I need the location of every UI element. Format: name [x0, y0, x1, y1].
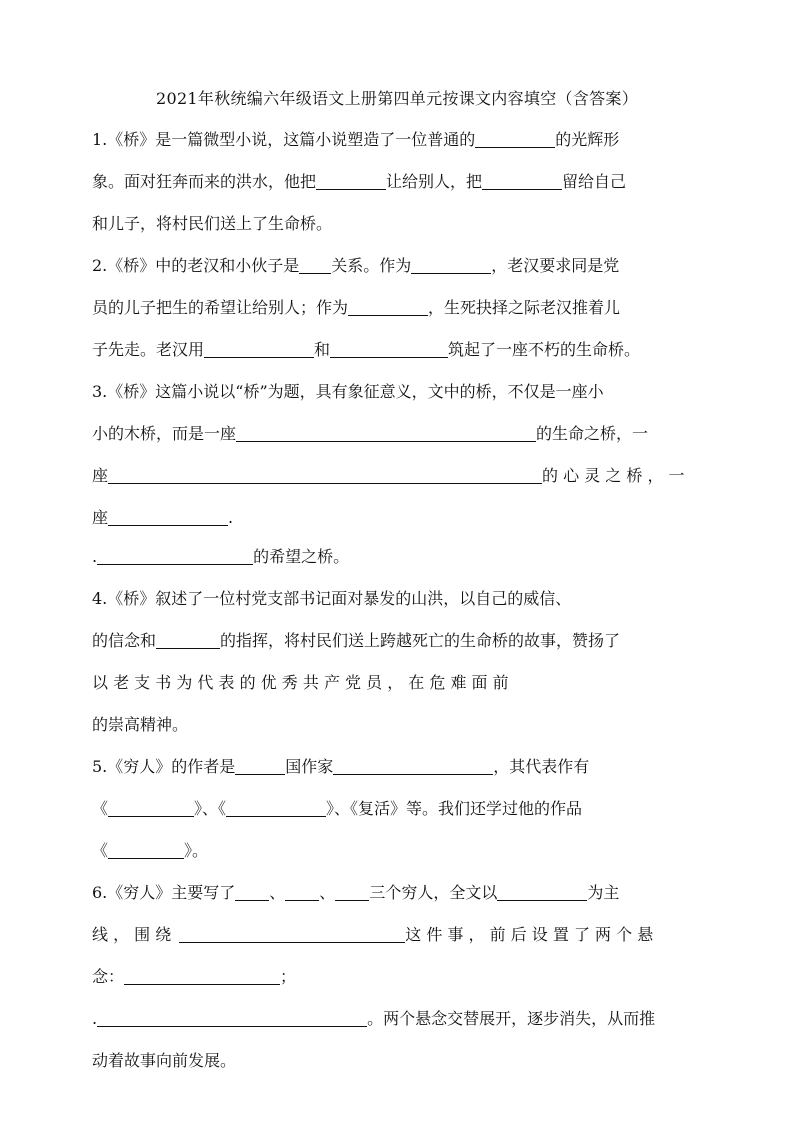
text: 动着故事向前发展。	[92, 1051, 237, 1070]
text: 这 件 事 ， 前 后 设 置 了 两 个 悬	[405, 925, 654, 944]
q6-line4	[92, 1007, 655, 1031]
q5-line1	[92, 755, 589, 779]
q2-line1	[92, 254, 619, 278]
text: ；	[280, 967, 297, 986]
blank[interactable]	[475, 129, 555, 148]
blank[interactable]	[497, 882, 587, 901]
blank[interactable]	[97, 1008, 367, 1027]
text: 子先走。老汉用	[92, 340, 205, 359]
blank[interactable]	[235, 756, 285, 775]
blank[interactable]	[97, 546, 253, 565]
blank[interactable]	[335, 882, 369, 901]
blank[interactable]	[179, 924, 405, 943]
text: 三个穷人，全文以	[369, 883, 498, 902]
q6-line5	[92, 1049, 236, 1073]
q2-line3	[92, 338, 640, 362]
text: 的信念和	[92, 631, 157, 650]
q6-line1	[92, 881, 619, 905]
text: 的生命之桥，一	[536, 424, 649, 443]
text: 、	[319, 883, 336, 902]
text: 的指挥，将村民们送上跨越死亡的生命桥的故事，赞扬了	[220, 631, 621, 650]
text: 以 老 支 书 为 代 表 的 优 秀 共 产 党 员 ， 在 危 难 面 前	[92, 673, 509, 692]
text: 念：	[92, 967, 125, 986]
blank[interactable]	[226, 798, 326, 817]
blank[interactable]	[333, 756, 493, 775]
q5-line3	[92, 839, 208, 863]
blank[interactable]	[108, 840, 184, 859]
text: 筑起了一座不朽的生命桥。	[448, 340, 641, 359]
text: 6.《穷人》主要写了	[92, 883, 236, 902]
text: 座	[92, 508, 109, 527]
q6-line2	[92, 923, 653, 947]
q4-line4	[92, 713, 188, 737]
blank[interactable]	[411, 255, 491, 274]
text: 的光辉形	[555, 130, 620, 149]
text: 《	[92, 841, 109, 860]
q4-line1	[92, 587, 571, 611]
q4-line3	[92, 671, 509, 695]
q3-line3	[92, 464, 685, 488]
text: ，其代表作有	[493, 757, 590, 776]
text: 为主	[587, 883, 620, 902]
text: 、	[269, 883, 286, 902]
text: 国作家	[285, 757, 334, 776]
q6-line3	[92, 965, 296, 989]
text: 2.《桥》中的老汉和小伙子是	[92, 256, 300, 275]
blank[interactable]	[108, 465, 542, 484]
text: .	[228, 508, 234, 527]
text: 员的儿子把生的希望让给别人；作为	[92, 298, 349, 317]
q3-line2	[92, 422, 648, 446]
text: 3.《桥》这篇小说以“桥”为题，具有象征意义，文中的桥，不仅是一座小	[92, 382, 604, 401]
text: ，生死抉择之际老汉推着儿	[428, 298, 621, 317]
text: 线 ， 围 绕	[92, 925, 172, 944]
text: 1.《桥》是一篇微型小说，这篇小说塑造了一位普通的	[92, 130, 476, 149]
text: 。两个悬念交替展开，逐步消失，从而推	[367, 1009, 656, 1028]
text: 的崇高精神。	[92, 715, 189, 734]
q3-line1	[92, 380, 604, 404]
blank[interactable]	[285, 882, 319, 901]
text: 5.《穷人》的作者是	[92, 757, 236, 776]
blank[interactable]	[299, 255, 331, 274]
q2-line2	[92, 296, 620, 320]
blank[interactable]	[124, 966, 280, 985]
text: 让给别人，把	[386, 172, 483, 191]
text: 留给自己	[562, 172, 627, 191]
page-title: 2021年秋统编六年级语文上册第四单元按课文内容填空（含答案）	[155, 89, 639, 108]
blank[interactable]	[482, 171, 562, 190]
text: 4.《桥》叙述了一位村党支部书记面对暴发的山洪，以自己的威信、	[92, 589, 572, 608]
q3-line5	[92, 545, 349, 569]
text: 座	[92, 466, 109, 485]
text: 和	[314, 340, 331, 359]
text: 》。	[184, 841, 209, 860]
text: 和儿子，将村民们送上了生命桥。	[92, 214, 333, 233]
text: 小的木桥，而是一座	[92, 424, 237, 443]
text: 的希望之桥。	[253, 547, 350, 566]
q4-line2	[92, 629, 620, 653]
text: .	[92, 1009, 98, 1028]
blank[interactable]	[108, 798, 194, 817]
q5-line2	[92, 797, 582, 821]
blank[interactable]	[108, 507, 228, 526]
blank[interactable]	[316, 171, 386, 190]
blank[interactable]	[204, 339, 314, 358]
text: 》、《复活》等。我们还学过他的作品	[326, 799, 583, 818]
blank[interactable]	[156, 630, 220, 649]
blank[interactable]	[348, 297, 428, 316]
q1-line2	[92, 170, 626, 194]
text: 》、《	[194, 799, 227, 818]
text: 的 心 灵 之 桥 ， 一	[542, 466, 685, 485]
text: ，老汉要求同是党	[491, 256, 620, 275]
text: .	[92, 547, 98, 566]
q3-line4	[92, 506, 233, 530]
text: 《	[92, 799, 109, 818]
blank[interactable]	[236, 423, 536, 442]
blank[interactable]	[330, 339, 448, 358]
text: 象。面对狂奔而来的洪水，他把	[92, 172, 317, 191]
q1-line1	[92, 128, 619, 152]
q1-line3	[92, 212, 332, 236]
text: 关系。作为	[331, 256, 412, 275]
blank[interactable]	[235, 882, 269, 901]
